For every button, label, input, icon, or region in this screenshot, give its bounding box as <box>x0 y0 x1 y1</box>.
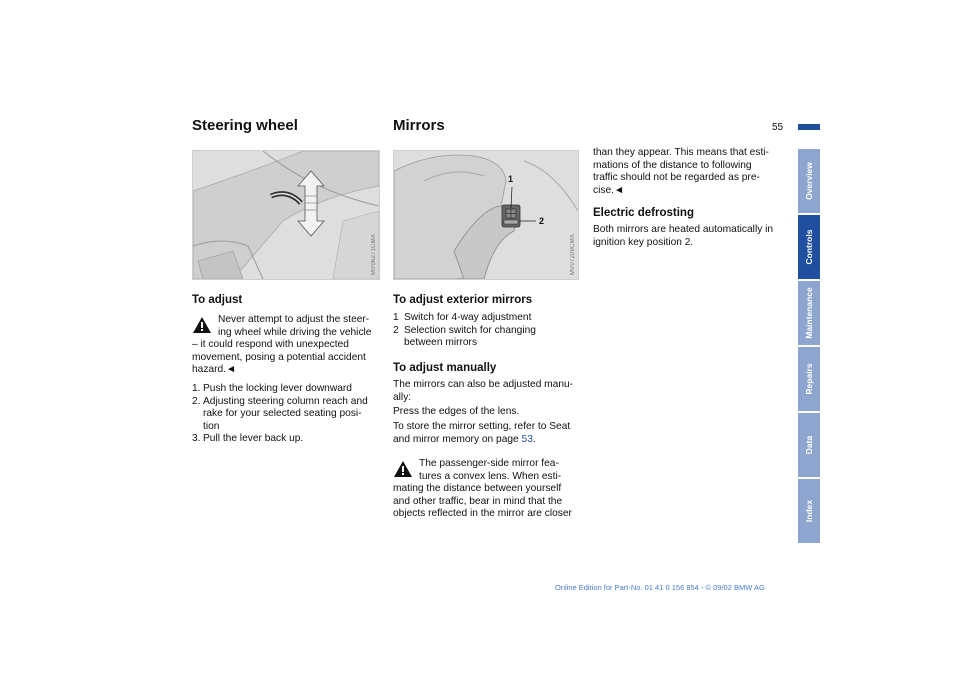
footer-text: Online Edition for Part-No. 01 41 0 156 854 - © 09/02 BMW AG <box>555 583 765 592</box>
item-text: Selection switch for changing <box>404 324 536 336</box>
list-item <box>192 383 382 396</box>
text-line: To store the mirror setting, refer to Seat <box>393 421 571 432</box>
section-heading-to-adjust: To adjust <box>192 294 243 306</box>
step-text: tion <box>203 420 220 432</box>
text-line: ally: <box>393 391 412 403</box>
steering-wheel-illustration <box>192 150 380 280</box>
warning-line: Never attempt to adjust the steer- <box>218 314 370 325</box>
step-text: rake for your selected seating posi- <box>203 408 362 420</box>
figure-code: MV07209CMA <box>570 233 576 275</box>
text-line: traffic should not be regarded as pre- <box>593 172 760 184</box>
page-title-mirrors: Mirrors <box>393 117 445 134</box>
page-title-steering-wheel: Steering wheel <box>192 117 298 134</box>
text-line: Press the edges of the lens. <box>393 406 520 417</box>
callout-1: 1 <box>508 174 514 184</box>
warning-line: The passenger-side mirror fea- <box>419 458 559 469</box>
step-number: 3. <box>192 433 201 445</box>
warning-line: and other traffic, bear in mind that the <box>393 495 563 507</box>
warning-line: ing wheel while driving the vehicle <box>218 326 372 338</box>
step-number: 2. <box>192 395 201 407</box>
warning-line: hazard.◄ <box>192 364 237 376</box>
page-number: 55 <box>772 122 784 133</box>
tab-index[interactable] <box>798 479 820 545</box>
text-line: cise.◄ <box>593 184 625 196</box>
text-fragment: . <box>532 433 536 445</box>
section-heading-adjust-exterior-mirrors: To adjust exterior mirrors <box>393 294 533 306</box>
tab-label: Data <box>804 435 814 455</box>
callout-2: 2 <box>539 216 545 226</box>
door-panel-drawing <box>394 151 578 279</box>
tab-label: Overview <box>804 162 814 200</box>
step-text: Pull the lever back up. <box>203 433 304 445</box>
page-number-bar <box>798 124 820 130</box>
text-line: mations of the distance to following <box>593 159 752 171</box>
text-line: than they appear. This means that esti- <box>593 147 769 158</box>
text-line: Both mirrors are heated automatically in <box>593 224 774 235</box>
step-text: Push the locking lever downward <box>203 383 352 394</box>
item-number: 1 <box>393 312 399 323</box>
warning-line: objects reflected in the mirror are closer <box>393 508 572 520</box>
warning-line: – it could respond with unexpected <box>192 339 349 351</box>
warning-icon <box>393 460 413 478</box>
list-item <box>192 396 382 434</box>
step-number: 1. <box>192 383 201 394</box>
step-text: Adjusting steering column reach and <box>203 395 368 407</box>
text-line: ignition key position 2. <box>593 236 694 248</box>
mirror-switch-illustration <box>393 150 579 280</box>
tab-repairs[interactable] <box>798 347 820 413</box>
steering-column-drawing <box>193 151 379 279</box>
list-item <box>393 312 588 325</box>
tab-data[interactable] <box>798 413 820 479</box>
tab-label: Controls <box>804 229 814 265</box>
tab-controls[interactable] <box>798 215 820 281</box>
section-heading-adjust-manually: To adjust manually <box>393 362 497 374</box>
tab-label: Index <box>804 499 814 523</box>
warning-line: tures a convex lens. When esti- <box>419 470 562 482</box>
text-line-with-link <box>393 434 536 447</box>
warning-line: mating the distance between yourself <box>393 483 562 495</box>
list-item <box>192 433 382 446</box>
tab-maintenance[interactable] <box>798 281 820 347</box>
tab-overview[interactable] <box>798 149 820 215</box>
steps-list <box>192 383 382 446</box>
item-text: Switch for 4-way adjustment <box>404 312 532 323</box>
page-link[interactable]: 53 <box>521 433 533 445</box>
tab-label: Maintenance <box>804 287 814 339</box>
figure-code: MV06271CMA <box>371 233 377 275</box>
warning-icon <box>192 316 212 334</box>
text-fragment: and mirror memory on page <box>393 433 522 445</box>
item-text: between mirrors <box>404 337 478 349</box>
list-item <box>393 325 588 350</box>
warning-line: movement, posing a potential accident <box>192 351 366 363</box>
tab-label: Repairs <box>804 363 814 395</box>
item-number: 2 <box>393 324 399 336</box>
mirror-items-list <box>393 312 588 350</box>
text-line: The mirrors can also be adjusted manu- <box>393 379 574 390</box>
section-heading-electric-defrosting: Electric defrosting <box>593 207 694 219</box>
